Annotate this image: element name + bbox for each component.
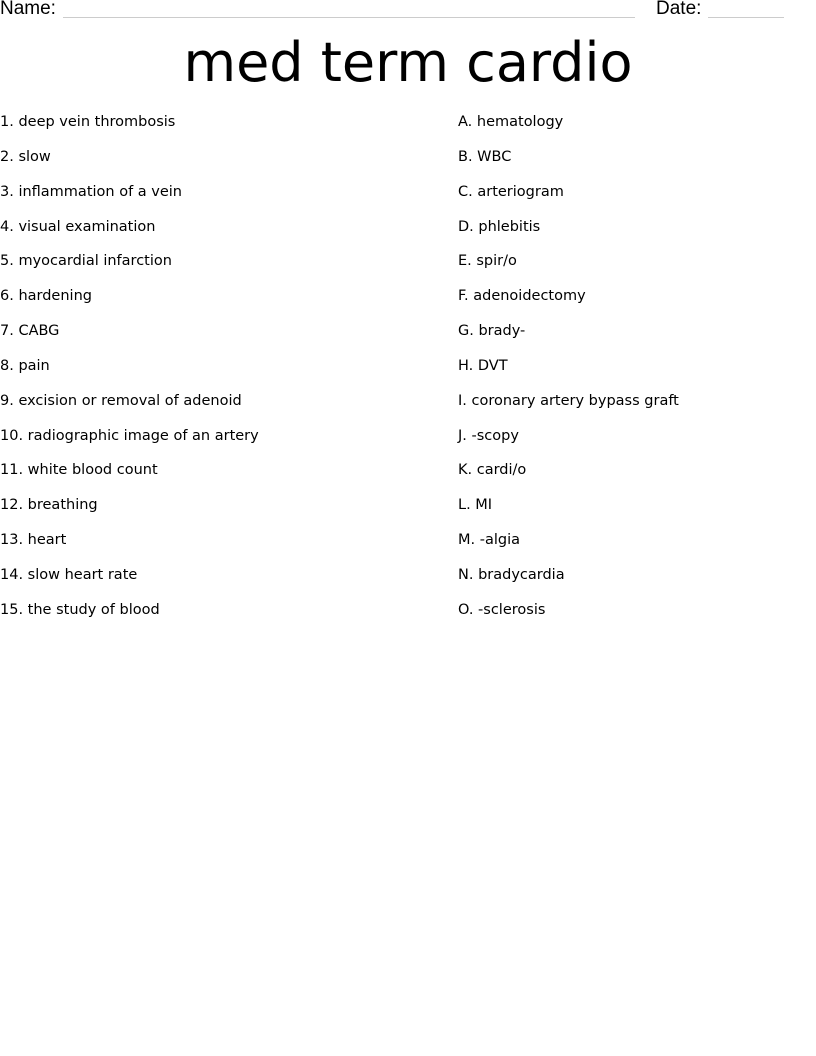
date-blank-line (708, 17, 784, 18)
clue-item: 13. heart (0, 532, 67, 549)
answer-item: C. arteriogram (458, 183, 564, 200)
clue-item: 6. hardening (0, 288, 92, 305)
name-label: Name: (0, 0, 56, 19)
answer-item: E. spir/o (458, 253, 517, 270)
clue-item: 3. inflammation of a vein (0, 183, 183, 200)
name-blank-line (63, 17, 635, 18)
clue-item: 5. myocardial infarction (0, 253, 172, 270)
clue-list (0, 112, 259, 635)
clue-item: 8. pain (0, 357, 50, 374)
clue-item: 1. deep vein thrombosis (0, 114, 176, 130)
page-title: med term cardio (183, 31, 633, 94)
clue-item: 7. CABG (0, 323, 60, 340)
answer-item: L. MI (458, 497, 493, 514)
answer-item: I. coronary artery bypass graft (458, 392, 679, 409)
clue-item: 12. breathing (0, 497, 98, 514)
worksheet-header (0, 0, 816, 24)
date-label: Date: (656, 0, 702, 19)
clue-item: 11. white blood count (0, 462, 158, 479)
answer-item: G. brady- (458, 323, 526, 340)
answer-item: K. cardi/o (458, 462, 527, 479)
answer-list (458, 112, 679, 635)
answer-item: B. WBC (458, 148, 512, 165)
clue-item: 2. slow (0, 148, 51, 165)
answer-item: F. adenoidectomy (458, 288, 586, 305)
clue-item: 4. visual examination (0, 218, 156, 235)
answer-item: J. -scopy (458, 427, 519, 444)
answer-item: D. phlebitis (458, 218, 541, 235)
answer-item: H. DVT (458, 357, 508, 374)
answer-item: N. bradycardia (458, 566, 565, 583)
clue-item: 15. the study of blood (0, 601, 160, 618)
answer-item: M. -algia (458, 532, 520, 549)
answer-item: O. -sclerosis (458, 601, 546, 618)
clue-item: 10. radiographic image of an artery (0, 427, 259, 444)
clue-item: 14. slow heart rate (0, 566, 138, 583)
answer-item: A. hematology (458, 114, 564, 130)
clue-item: 9. excision or removal of adenoid (0, 392, 242, 409)
